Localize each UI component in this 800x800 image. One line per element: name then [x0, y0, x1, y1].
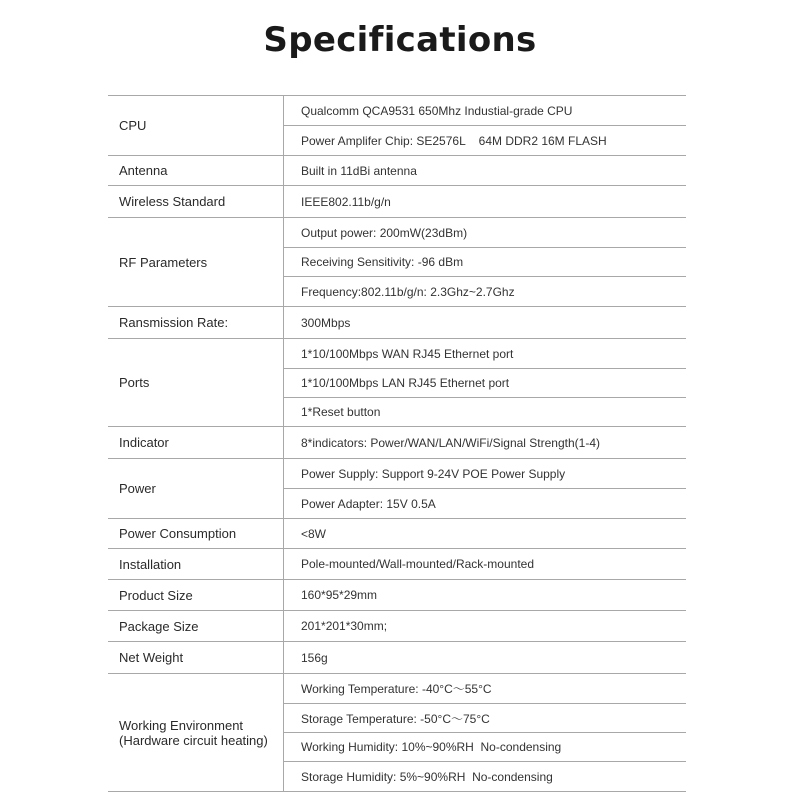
spec-label: Working Environment (Hardware circuit heating)	[108, 674, 284, 791]
spec-row	[108, 338, 686, 426]
spec-value: Working Temperature: -40°C～55°C	[301, 682, 492, 696]
spec-label: Net Weight	[108, 642, 284, 673]
spec-label: Indicator	[108, 427, 284, 458]
spec-label: Antenna	[108, 156, 284, 185]
spec-label: Power Consumption	[108, 519, 284, 548]
spec-value: 8*indicators: Power/WAN/LAN/WiFi/Signal Strength(1-4)	[301, 435, 600, 450]
spec-values	[284, 307, 686, 338]
spec-row	[108, 217, 686, 306]
spec-value: <8W	[301, 526, 327, 541]
spec-value: Power Amplifer Chip: SE2576L 64M DDR2 16M FLASH	[284, 125, 686, 155]
spec-value: 160*95*29mm	[301, 588, 378, 602]
spec-label: Ports	[108, 339, 284, 426]
spec-values	[284, 580, 686, 610]
spec-value: Built in 11dBi antenna	[301, 163, 417, 178]
spec-values	[284, 156, 686, 185]
spec-value: 1*10/100Mbps WAN RJ45 Ethernet port	[301, 346, 514, 361]
spec-values	[284, 642, 686, 673]
spec-value: Power Adapter: 15V 0.5A	[284, 488, 686, 518]
spec-row	[108, 673, 686, 792]
spec-values	[284, 427, 686, 458]
spec-values	[284, 549, 686, 579]
spec-value: IEEE802.11b/g/n	[301, 194, 391, 209]
spec-value: 300Mbps	[301, 315, 351, 330]
spec-row	[108, 548, 686, 579]
spec-value: Working Humidity: 10%~90%RH No-condensing	[284, 732, 686, 761]
spec-value: Qualcomm QCA9531 650Mhz Industial-grade CPU	[301, 103, 573, 118]
spec-value: Storage Temperature: -50°C～75°C	[284, 703, 686, 732]
spec-value: Receiving Sensitivity: -96 dBm	[284, 247, 686, 276]
spec-row	[108, 306, 686, 338]
spec-value: Pole-mounted/Wall-mounted/Rack-mounted	[301, 557, 534, 571]
spec-row	[108, 185, 686, 217]
spec-value: Storage Humidity: 5%~90%RH No-condensing	[284, 761, 686, 791]
spec-value: 201*201*30mm;	[301, 619, 388, 633]
specifications-table	[108, 95, 686, 792]
spec-value: Output power: 200mW(23dBm)	[301, 225, 468, 240]
spec-values	[284, 186, 686, 217]
spec-label: RF Parameters	[108, 218, 284, 306]
spec-row	[108, 518, 686, 548]
spec-label: Ransmission Rate:	[108, 307, 284, 338]
spec-values	[284, 339, 686, 426]
spec-values	[284, 218, 686, 306]
spec-row	[108, 155, 686, 185]
spec-label: CPU	[108, 96, 284, 155]
spec-values	[284, 519, 686, 548]
spec-label: Installation	[108, 549, 284, 579]
spec-values	[284, 96, 686, 155]
spec-row	[108, 426, 686, 458]
page-title: Specifications	[263, 20, 537, 60]
spec-row	[108, 579, 686, 610]
spec-values	[284, 459, 686, 518]
spec-row	[108, 641, 686, 673]
spec-row	[108, 95, 686, 155]
spec-value: Frequency:802.11b/g/n: 2.3Ghz~2.7Ghz	[284, 276, 686, 306]
spec-value: 1*Reset button	[284, 397, 686, 426]
spec-values	[284, 674, 686, 791]
spec-label: Product Size	[108, 580, 284, 610]
spec-label: Power	[108, 459, 284, 518]
spec-label: Wireless Standard	[108, 186, 284, 217]
spec-row	[108, 458, 686, 518]
spec-value: 156g	[301, 650, 328, 665]
spec-row	[108, 610, 686, 641]
spec-values	[284, 611, 686, 641]
spec-value: Power Supply: Support 9-24V POE Power Supply	[301, 466, 566, 481]
spec-value: 1*10/100Mbps LAN RJ45 Ethernet port	[284, 368, 686, 397]
spec-label: Package Size	[108, 611, 284, 641]
